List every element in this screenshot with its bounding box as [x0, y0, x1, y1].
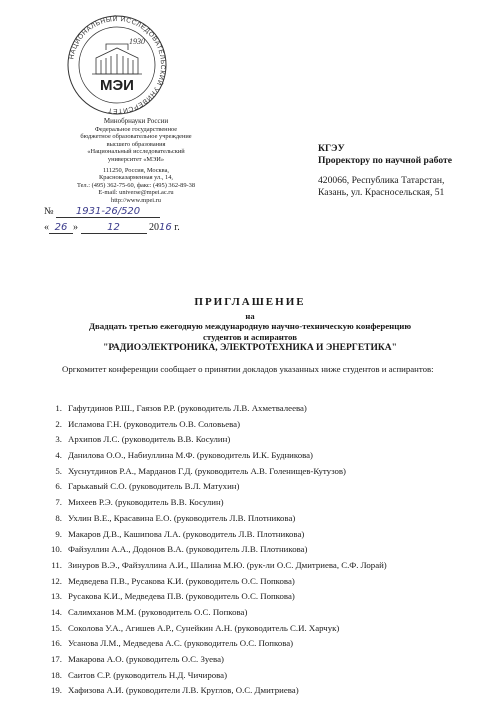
participants-list — [44, 401, 387, 699]
date-year-suffix: 16 — [159, 222, 172, 233]
list-item — [44, 495, 387, 511]
logo-abbr: МЭИ — [100, 77, 134, 94]
list-item-text: Данилова О.О., Набиуллина М.Ф. (руководитель И.К. Будникова) — [68, 450, 313, 461]
list-item-text: Макаров Д.В., Кашипова Л.А. (руководитель Л.В. Плотникова) — [68, 528, 305, 539]
date-quote: « — [44, 222, 49, 233]
date-quote: » — [73, 222, 78, 233]
list-item-number: 6. — [55, 481, 62, 492]
list-item — [44, 479, 387, 495]
list-item-number: 15. — [51, 622, 62, 633]
list-item-number: 11. — [51, 559, 62, 570]
list-item — [44, 636, 387, 652]
list-item-text: Исламова Г.Н. (руководитель О.В. Соловьева) — [68, 418, 241, 429]
list-item-text: Хуснутдинов Р.А., Марданов Г.Д. (руководитель А.В. Голенищев-Кутузов) — [68, 465, 346, 476]
intro-paragraph: Оргкомитет конференции сообщает о принятии докладов указанных ниже студентов и аспирантов: — [62, 364, 434, 374]
list-item-number: 19. — [51, 685, 62, 696]
list-item-number: 4. — [55, 450, 62, 461]
list-item-number: 8. — [55, 512, 62, 523]
org-phone: Тел.: (495) 362-75-60, факс: (495) 362-89-38 — [76, 181, 196, 189]
list-item — [44, 652, 387, 668]
org-line: университет «МЭИ» — [107, 155, 165, 163]
organization-block — [36, 118, 236, 205]
list-item-number: 17. — [51, 654, 62, 664]
number-label: № — [44, 206, 54, 217]
recipient-address: Казань, ул. Красносельская, 51 — [318, 187, 445, 198]
list-item-text: Салимханов М.М. (руководитель О.С. Попкова) — [68, 606, 248, 617]
list-item-number: 7. — [55, 497, 62, 508]
list-item — [44, 527, 387, 543]
conference-name: "РАДИОЭЛЕКТРОНИКА, ЭЛЕКТРОТЕХНИКА И ЭНЕРГЕТИКА" — [103, 343, 397, 353]
list-item — [44, 589, 387, 605]
list-item — [44, 464, 387, 480]
list-item-number: 10. — [51, 544, 62, 555]
org-line: бюджетное образовательное учреждение — [80, 133, 192, 141]
list-item — [44, 558, 387, 574]
list-item — [44, 448, 387, 464]
list-item-text: Хафизова А.И. (руководители Л.В. Круглов, О.С. Дмитриева) — [68, 685, 299, 696]
conference-line: студентов и аспирантов — [203, 332, 297, 342]
list-item-text: Файзуллин А.А., Додонов В.А. (руководитель Л.В. Плотникова) — [68, 544, 308, 555]
list-item-text: Саитов С.Р. (руководитель Н.Д. Чичирова) — [68, 669, 228, 680]
number-value: 1931-26/520 — [56, 206, 160, 218]
org-line: Минобрнауки России — [103, 117, 169, 125]
list-item-text: Гарькавый С.О. (руководитель В.Л. Матухин) — [68, 481, 240, 492]
org-line: «Национальный исследовательский — [87, 148, 185, 156]
logo-year: 1930 — [129, 37, 145, 46]
recipient-org: КГЭУ — [318, 143, 345, 154]
university-logo — [66, 14, 168, 116]
list-item — [44, 417, 387, 433]
org-website: http://www.mpei.ru — [111, 196, 161, 204]
list-item-text: Михеев Р.Э. (руководитель В.В. Косулин) — [68, 497, 224, 508]
list-item-number: 14. — [51, 606, 62, 617]
list-item-text: Ухлин В.Е., Красавина Е.О. (руководитель Л.В. Плотникова) — [68, 512, 296, 523]
list-item — [44, 511, 387, 527]
list-item-text: Усанова Л.М., Медведева А.С. (руководитель О.С. Попкова) — [68, 638, 294, 649]
recipient-address: 420066, Республика Татарстан, — [318, 175, 445, 186]
list-item — [44, 668, 387, 684]
list-item-text: Русакова К.И., Медведева П.В. (руководитель О.С. Попкова) — [68, 591, 295, 602]
date-day: 26 — [49, 222, 73, 234]
building-icon — [92, 44, 142, 74]
list-item — [44, 542, 387, 558]
list-item-number: 3. — [55, 434, 62, 445]
org-line: 111250, Россия, Москва, — [102, 166, 170, 174]
recipient-block — [318, 143, 488, 199]
date-year-prefix: 20 — [149, 222, 159, 233]
document-heading: ПРИГЛАШЕНИЕ — [194, 296, 306, 308]
list-item — [44, 683, 387, 699]
registration-date — [44, 222, 180, 234]
registration-number — [44, 206, 160, 218]
org-line: Федеральное государственное — [94, 125, 178, 133]
conference-line: Двадцать третью ежегодную международную научно-техническую конференцию — [88, 321, 412, 331]
list-item-text: Макарова А.О. (руководитель О.С. Зуева) — [68, 654, 224, 664]
heading-na: на — [245, 311, 255, 321]
list-item-text: Соколова У.А., Агишев А.Р., Сунейкин А.Н. (руководитель С.И. Харчук) — [68, 622, 340, 633]
list-item — [44, 574, 387, 590]
list-item-number: 13. — [51, 591, 62, 602]
list-item-number: 12. — [51, 575, 62, 586]
logo-ring-text: НАЦИОНАЛЬНЫЙ ИССЛЕДОВАТЕЛЬСКИЙ УНИВЕРСИТЕТ — [68, 15, 167, 115]
list-item-text: Медведева П.В., Русакова К.И. (руководитель О.С. Попкова) — [68, 575, 295, 586]
list-item-number: 9. — [55, 528, 62, 539]
list-item-text: Архипов Л.С. (руководитель В.В. Косулин) — [68, 434, 231, 445]
list-item-number: 18. — [51, 669, 62, 680]
list-item — [44, 401, 387, 417]
date-suffix: г. — [174, 222, 180, 233]
org-line: Красноказарменная ул., 14, — [98, 174, 174, 182]
list-item-number: 2. — [55, 418, 62, 429]
list-item — [44, 621, 387, 637]
list-item — [44, 605, 387, 621]
list-item — [44, 432, 387, 448]
list-item-number: 1. — [55, 403, 62, 413]
org-email: E-mail: universe@mpei.ac.ru — [98, 189, 174, 197]
list-item-text: Гафутдинов Р.Ш., Гаязов Р.Р. (руководитель Л.В. Ахметвалеева) — [68, 403, 307, 413]
list-item-number: 5. — [55, 465, 62, 476]
date-month: 12 — [81, 222, 147, 234]
org-line: высшего образования — [106, 140, 166, 148]
list-item-number: 16. — [51, 638, 62, 649]
list-item-text: Зинуров В.Э., Файзуллина А.И., Шалина М.Ю. (рук-ли О.С. Дмитриева, С.Ф. Лорай) — [68, 559, 387, 570]
recipient-position: Проректору по научной работе — [318, 155, 452, 166]
